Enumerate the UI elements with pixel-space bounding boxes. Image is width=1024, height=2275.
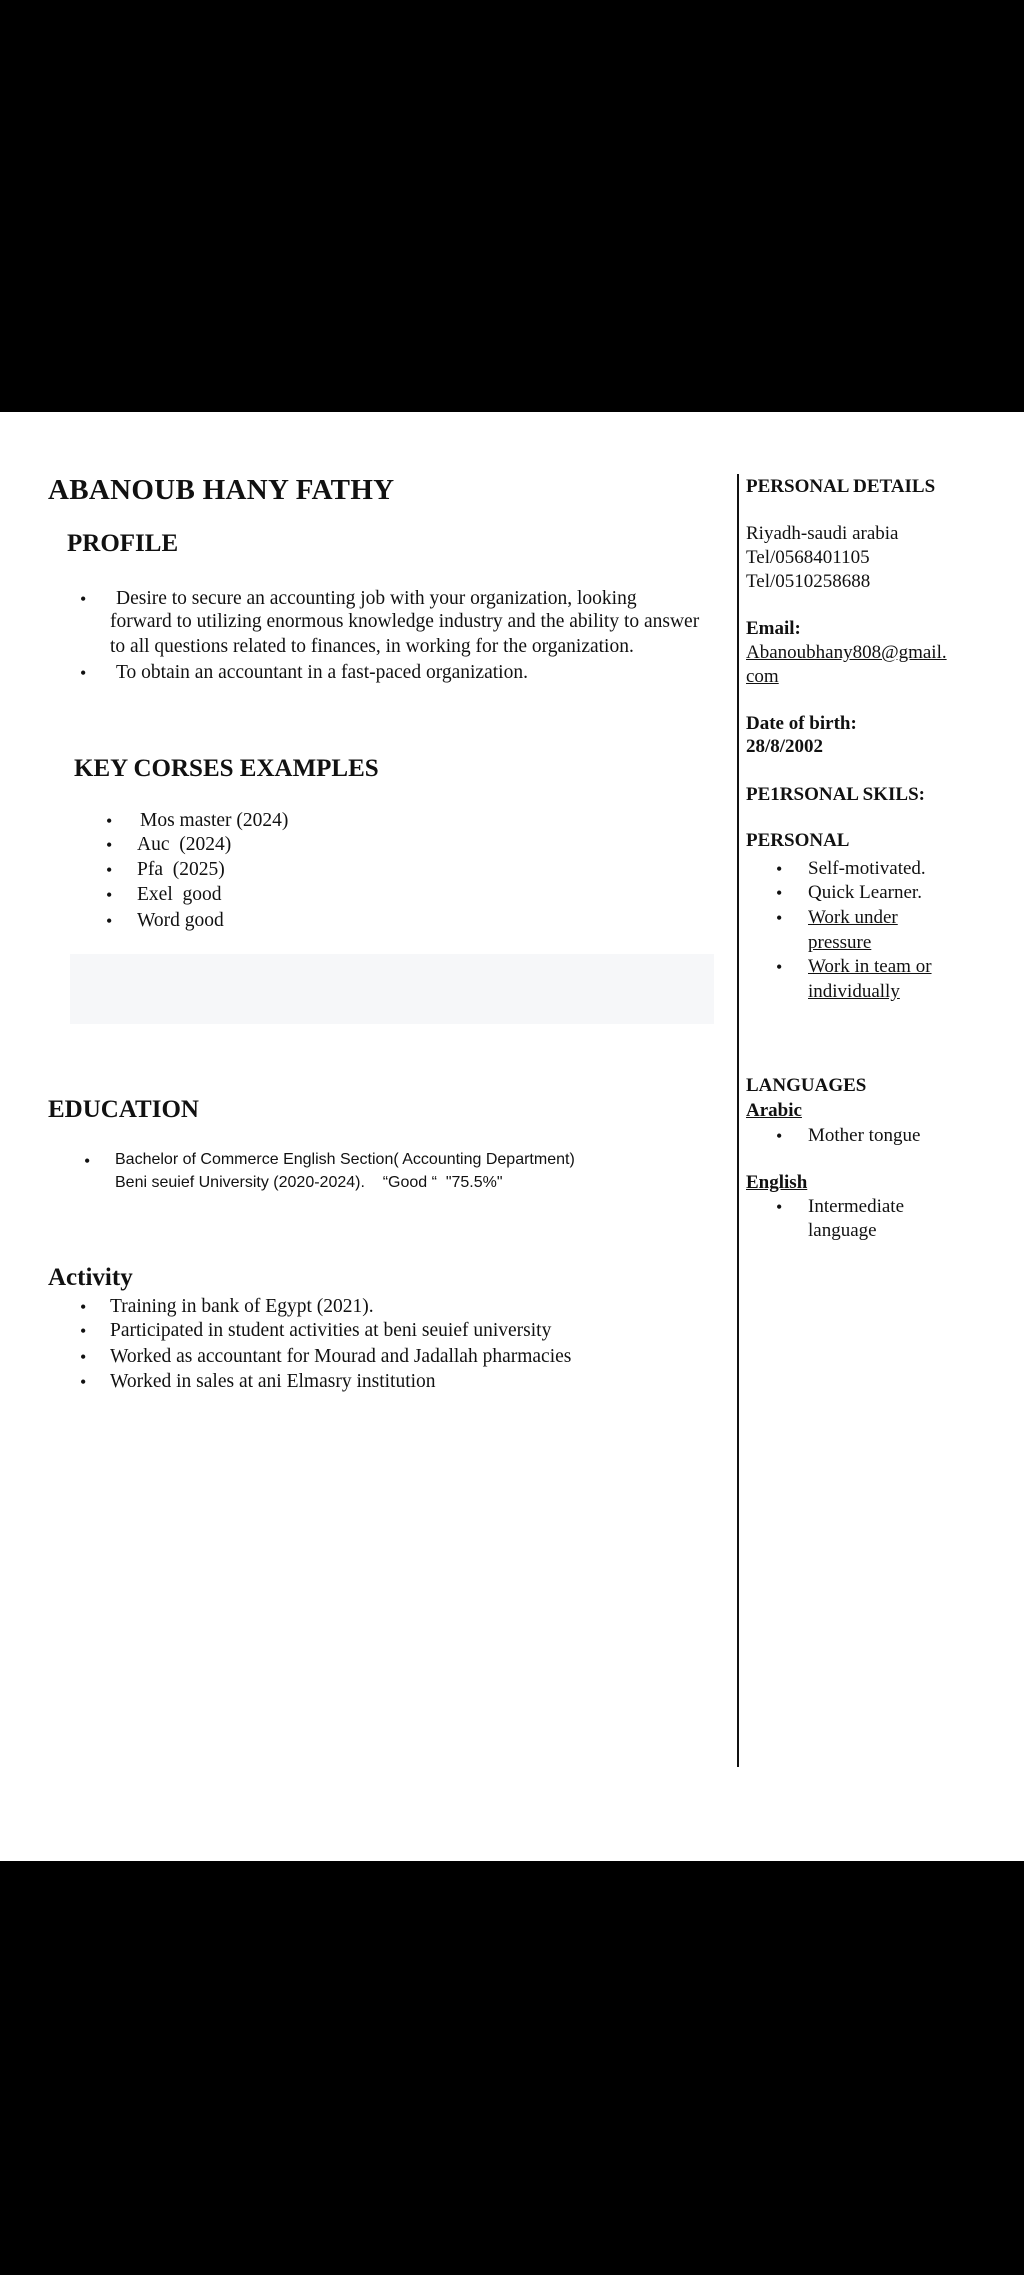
language-arabic: Arabic: [746, 1100, 802, 1121]
education-heading: EDUCATION: [48, 1096, 199, 1123]
bullet-icon: •: [80, 589, 87, 609]
email-link-continued[interactable]: com: [746, 666, 779, 687]
education-degree: Bachelor of Commerce English Section( Accounting Department): [115, 1151, 575, 1168]
activity-item: Worked as accountant for Mourad and Jadallah pharmacies: [110, 1346, 572, 1367]
bullet-icon: •: [80, 1297, 87, 1317]
language-level-continued: language: [808, 1220, 877, 1241]
candidate-name: ABANOUB HANY FATHY: [48, 474, 395, 506]
skills-subheading: PERSONAL: [746, 830, 850, 851]
skill-item-continued: pressure: [808, 932, 872, 953]
column-divider: [737, 474, 739, 1767]
activity-heading: Activity: [48, 1264, 133, 1291]
bullet-icon: •: [776, 1197, 783, 1217]
bullet-icon: •: [776, 908, 783, 928]
activity-item: Training in bank of Egypt (2021).: [110, 1296, 374, 1317]
profile-text: to all questions related to finances, in working for the organization.: [110, 636, 634, 657]
bullet-icon: •: [776, 1126, 783, 1146]
bullet-icon: •: [106, 811, 113, 831]
bullet-icon: •: [80, 1321, 87, 1341]
skill-item: Self-motivated.: [808, 858, 926, 879]
profile-heading: PROFILE: [67, 530, 179, 557]
bullet-icon: •: [80, 663, 87, 683]
personal-details-heading: PERSONAL DETAILS: [746, 476, 936, 497]
course-item: Pfa (2025): [137, 859, 225, 880]
top-black-bar: [0, 0, 1024, 412]
phone-2: Tel/0510258688: [746, 571, 871, 592]
activity-item: Worked in sales at ani Elmasry institution: [110, 1371, 436, 1392]
bullet-icon: •: [80, 1347, 87, 1367]
skill-item: Work in team or: [808, 956, 932, 977]
skill-item-continued: individually: [808, 981, 900, 1002]
bullet-icon: •: [106, 835, 113, 855]
courses-heading: KEY CORSES EXAMPLES: [74, 755, 379, 782]
bullet-icon: •: [106, 885, 113, 905]
bullet-icon: •: [776, 957, 783, 977]
email-label: Email:: [746, 618, 801, 639]
activity-item: Participated in student activities at beni seuief university: [110, 1320, 552, 1341]
course-item: Auc (2024): [137, 834, 232, 855]
bullet-icon: •: [80, 1372, 87, 1392]
profile-text: forward to utilizing enormous knowledge industry and the ability to answer: [110, 611, 700, 632]
bullet-icon: •: [106, 911, 113, 931]
profile-text: To obtain an accountant in a fast-paced organization.: [116, 662, 528, 683]
skill-item: Quick Learner.: [808, 882, 922, 903]
bottom-black-bar: [0, 1861, 1024, 2275]
skill-item: Work under: [808, 907, 898, 928]
course-item: Exel good: [137, 884, 222, 905]
dob-value: 28/8/2002: [746, 736, 824, 757]
language-level: Intermediate: [808, 1196, 905, 1217]
profile-text: Desire to secure an accounting job with your organization, looking: [116, 588, 637, 609]
bullet-icon: •: [776, 883, 783, 903]
email-link[interactable]: Abanoubhany808@gmail.: [746, 642, 947, 663]
skills-heading: PE1RSONAL SKILS:: [746, 784, 925, 805]
language-english: English: [746, 1172, 808, 1193]
education-university: Beni seuief University (2020-2024). “Good “ "75.5%": [115, 1174, 503, 1191]
languages-heading: LANGUAGES: [746, 1075, 867, 1096]
bullet-icon: •: [106, 860, 113, 880]
course-item: Mos master (2024): [140, 810, 289, 831]
phone-1: Tel/0568401105: [746, 547, 870, 568]
empty-shaded-box: [70, 954, 714, 1024]
bullet-icon: •: [84, 1151, 91, 1171]
course-item: Word good: [137, 910, 224, 931]
bullet-icon: •: [776, 859, 783, 879]
location: Riyadh-saudi arabia: [746, 523, 899, 544]
language-level: Mother tongue: [808, 1125, 921, 1146]
dob-label: Date of birth:: [746, 713, 857, 734]
